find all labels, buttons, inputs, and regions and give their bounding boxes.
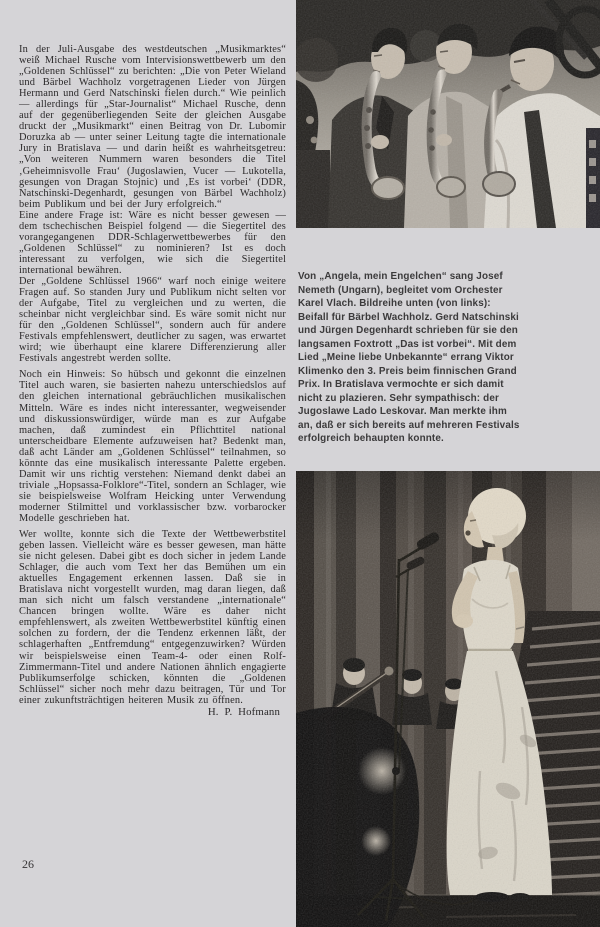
orchestra-photo <box>296 0 600 228</box>
article-column <box>19 44 286 718</box>
page-number: 26 <box>22 857 34 871</box>
article-paragraph: Noch ein Hinweis: So hübsch und gekonnt die einzelnen Titel auch waren, sie basierten nahezu unterschiedslos auf den gleichen international gebräuchlichen musikalischen Mitteln. Wäre es indes nicht interessanter, wegweisender und diskussionswürdiger, würde man es zur Aufgabe machen, daß zumindest ein Pflichttitel national unterscheidbare Elemente aufzuweisen hat? Bedenkt man, daß acht Länder am „Goldenen Schlüssel“ teilnahmen, so könnte das eine musikalisch interessante Palette ergeben. Damit wir uns richtig verstehen: Niemand denkt dabei an triviale „Hopsassa-Folklore“-Titel, sondern an Schlager, wie sie beispielsweise Wolfram Heicking unter Verwendung moderner Stilmittel und vorklassischer bzw. vorbarocker Modelle geschrieben hat. <box>19 369 286 524</box>
article-byline: H. P. Hofmann <box>207 705 280 718</box>
article-paragraph: Wer wollte, konnte sich die Texte der Wettbewerbstitel geben lassen. Vielleicht wäre es besser gewesen, man hätte sie nicht gelesen. Dabei gibt es doch sicher in jedem Lande Schlager, die auch vom Text her das Bemühen um ein aktuelles Engagement erkennen lassen. Daß sie in Bratislava nicht vorgestellt wurden, mag daran liegen, daß man sich nicht um falsch verstandene „internationale“ Chancen bringen wollte. Wäre es daher nicht empfehlenswert, als zweiten Wettbewerbstitel künftig einen solchen zu fordern, der die Tendenz erkennen läßt, der schlagerhaften „Entfremdung“ entgegenzuwirken? Würden wir beispielsweise einen Team-4- oder einen Rolf-Zimmermann-Titel und andere Nationen ähnlich engagierte Publikumserfolge schicken, könnten die „Goldenen Schlüssel“ sicher noch mehr dazu beitragen, Tür und Tor einer zukunftsträchtigen heiteren Musik zu öffnen. <box>19 529 286 706</box>
photo-caption: Von „Angela, mein Engelchen“ sang Josef Nemeth (Ungarn), begleitet vom Orchester Karel Vlach. Bildreihe unten (von links): Beifall für Bärbel Wachholz. Gerd Natschinski und Jürgen Degenhardt schrieben für sie den langsamen Foxtrott „Das ist vorbei“. Mit dem Lied „Meine liebe Unbekannte“ errang Viktor Klimenko den 3. Preis beim finnischen Grand Prix. In Bratislava vermochte er sich damit nicht zu plazieren. Sehr sympathisch: der Jugoslawe Lado Leskovar. Man merkte ihm an, daß er sich bereits auf mehreren Festivals erfolgreich behaupten konnte. <box>298 271 520 444</box>
singer-photo <box>296 471 600 927</box>
article-paragraph: Eine andere Frage ist: Wäre es nicht besser gewesen — dem tschechischen Beispiel folgend — die Siegertitel des vorangegangenen DDR-Schlagerwettbewerbes für den „Goldenen Schlüssel“ zu nominieren? Ist es doch interessant zu verfolgen, wie sich die Siegertitel international bewähren. <box>19 209 286 276</box>
article-paragraph: In der Juli-Ausgabe des westdeutschen „Musikmarktes“ weiß Michael Rusche vom Intervisionswettbewerb um den „Goldenen Schlüssel“ zu berichten: „Die von Peter Wieland und Bärbel Wachholz vorgetragenen Lieder von Jürgen Hermann und Gerd Natschinski fielen durch.“ Wie peinlich — allerdings für „Star-Journalist“ Michael Rusche, denn auf der gegenüberliegenden Seite der gleichen Ausgabe druckt der „Musikmarkt“ einen Beitrag von Dr. Lubomir Doruzka ab — unter seiner Leitung tagte die internationale Jury in Bratislava — und darin heißt es wahrheitsgetreu: „Von weiteren Nummern waren besonders die Titel ‚Geheimnisvolle Frau‘ (Jugoslawien, Vucer — Lukotella, gesungen von Dragan Stojnic) und ‚Es ist vorbei‘ (DDR, Natschinski-Degenhardt, gesungen von Bärbel Wachholz) beim Publikum und bei der Jury erfolgreich.“ <box>19 44 286 210</box>
article-paragraph: Der „Goldene Schlüssel 1966“ warf noch einige weitere Fragen auf. So standen Jury und Publikum nicht selten vor der Aufgabe, Titel zu vergleichen und zu werten, die scheinbar nicht vergleichbar sind. Es wäre somit nicht nur für den „Goldenen Schlüssel“, sondern auch für andere Festivals empfehlenswert, deutlicher zu sagen, was erwartet wird; wie überhaupt eine klarere Differenzierung aller Festivals angestrebt werden sollte. <box>19 275 286 365</box>
